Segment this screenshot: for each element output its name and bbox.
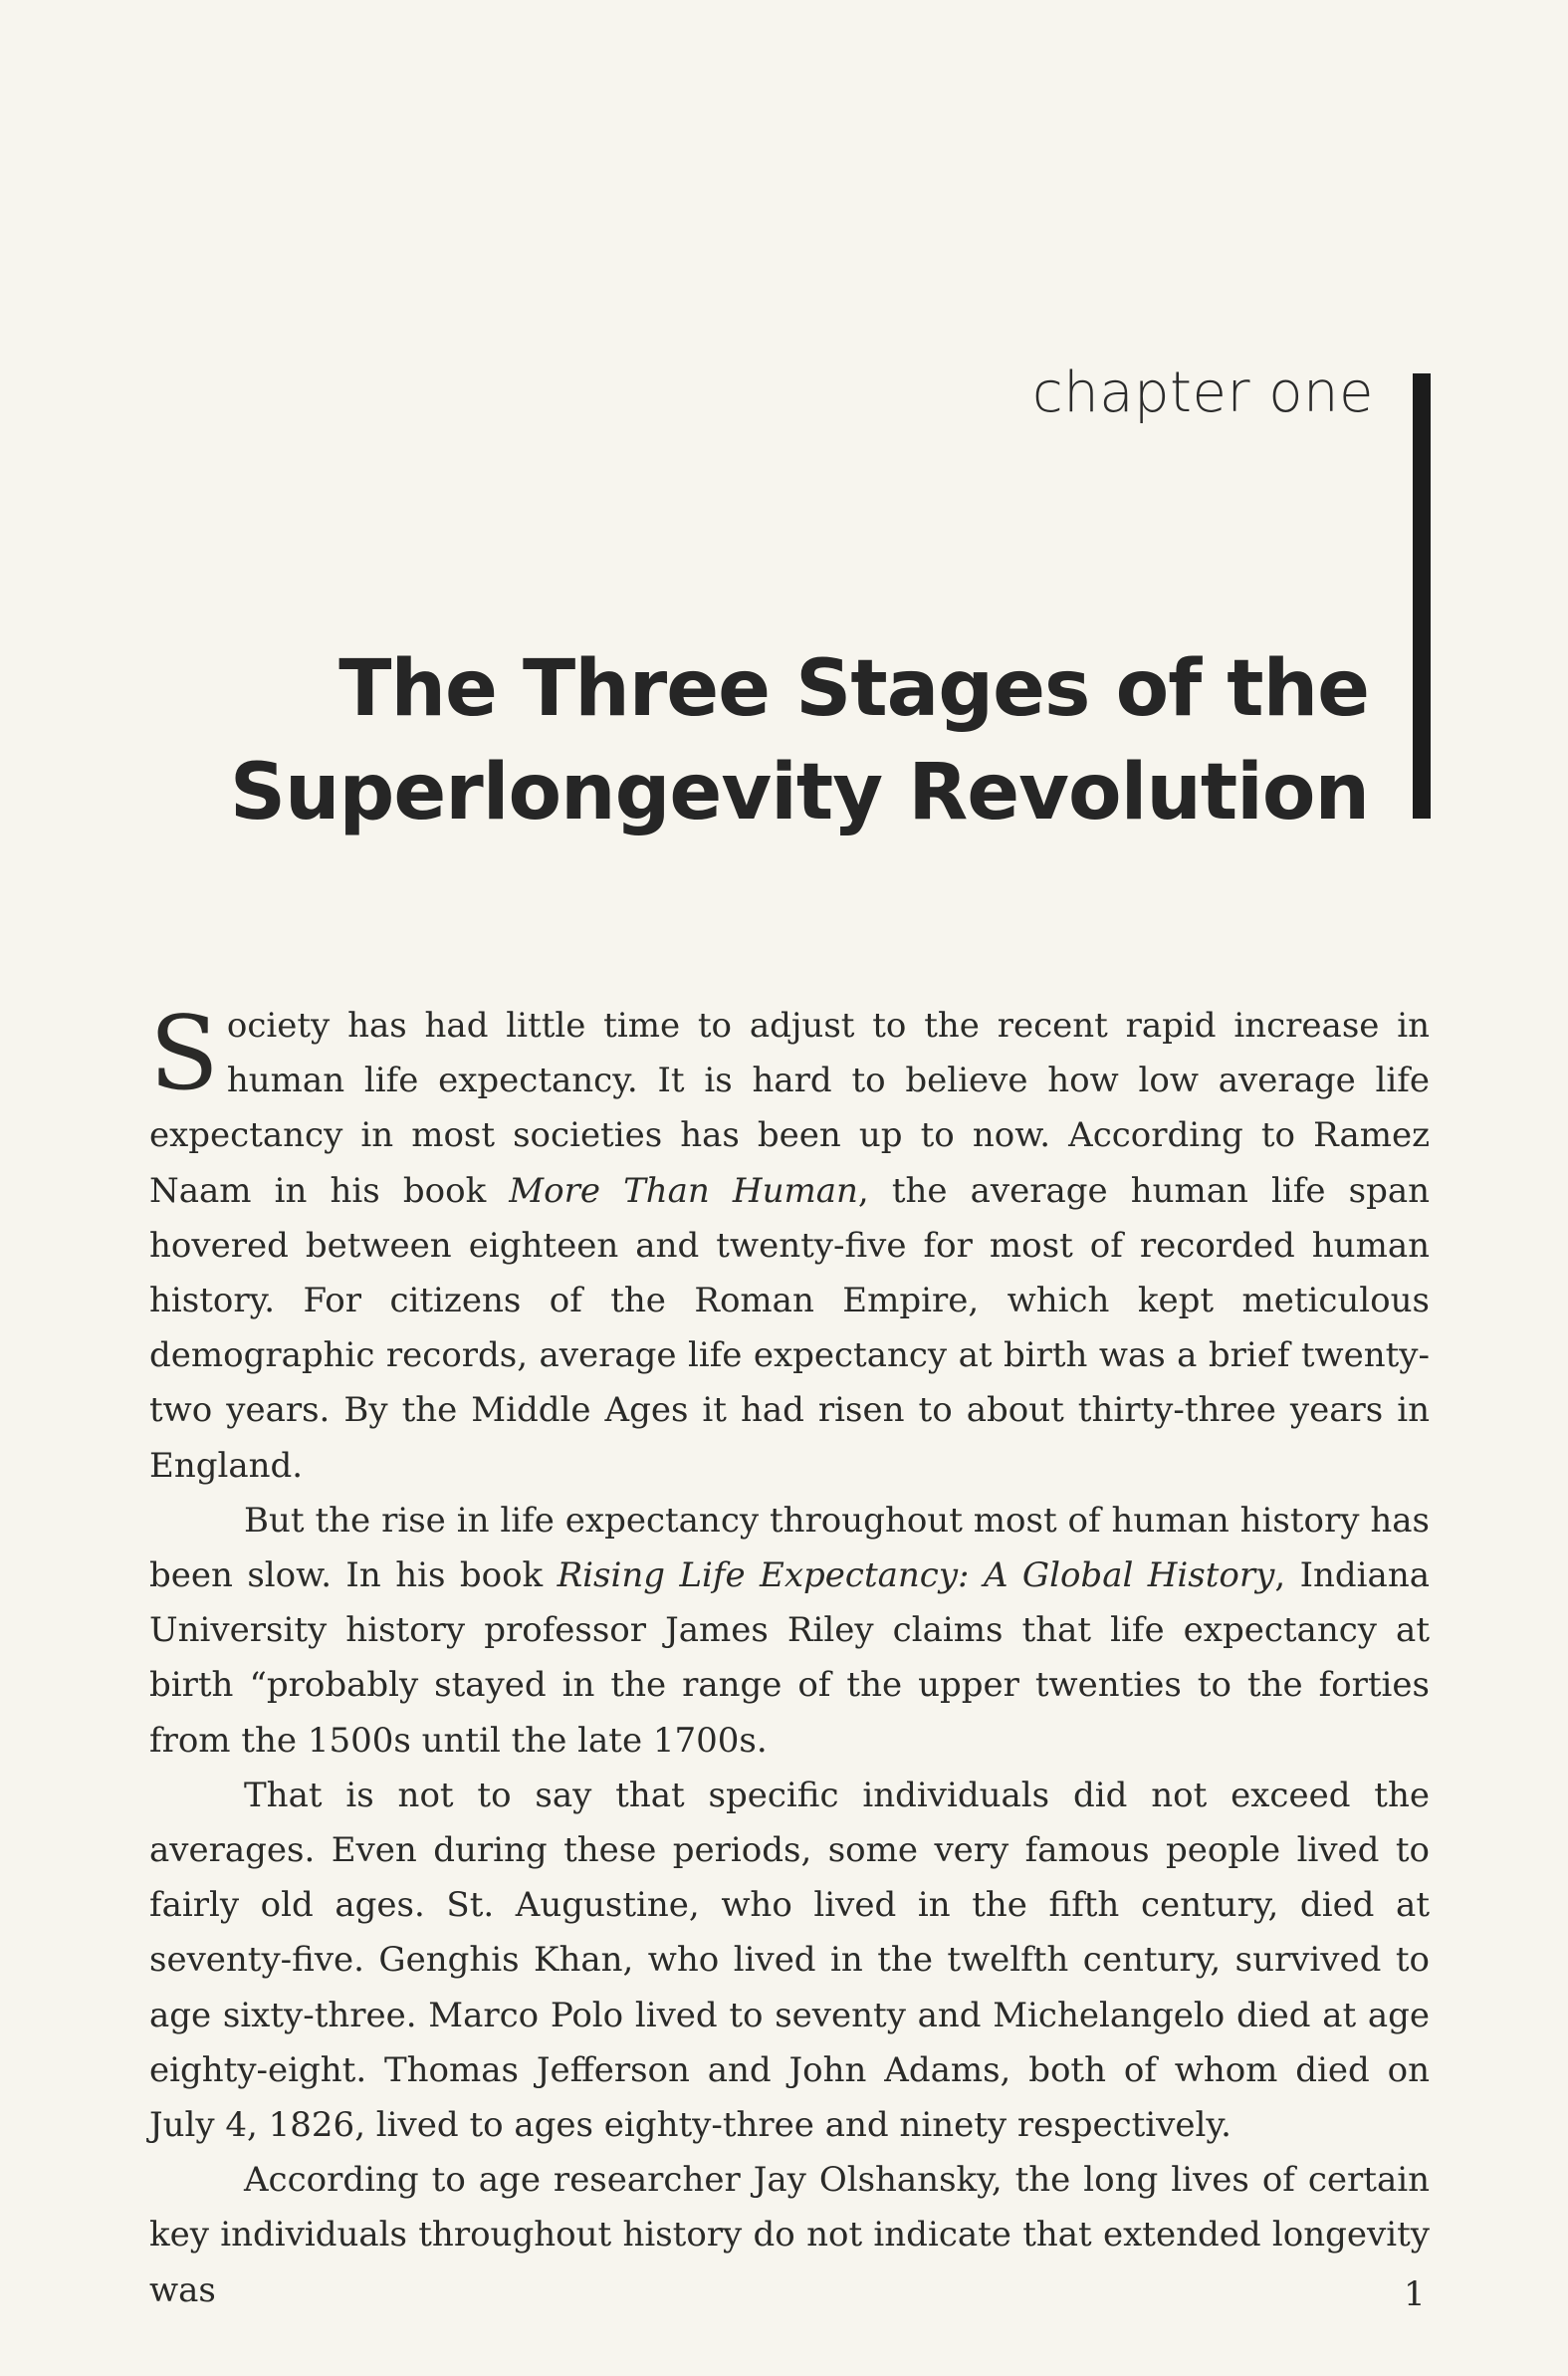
paragraph-3: That is not to say that specific individuals did not exceed the averages. Even during these periods, some very famous people lived to fairly old ages. St. Augustine, who lived in the fifth century, died at seventy-five. Genghis Khan, who lived in the twelfth century, survived to age sixty-three. Marco Polo lived to seventy and Michelangelo died at age eighty-eight. Thomas Jefferson and John Adams, both of whom died on July 4, 1826, lived to ages eighty-three and ninety respectively. xyxy=(149,1775,1430,2146)
chapter-label: chapter one xyxy=(1031,360,1374,425)
chapter-title-line-1: The Three Stages of the xyxy=(338,644,1369,735)
body-text xyxy=(149,995,1430,2318)
chapter-title xyxy=(174,637,1369,844)
paragraph-1-text-b: , the average human life span hovered between eighteen and twenty-five for most of recorded human history. For citizens of the Roman Empire, which kept meticulous demographic records, average life expectancy at birth was a brief twenty-two years. By the Middle Ages it had risen to about thirty-three years in England. xyxy=(149,1170,1430,1486)
paragraph-4: According to age researcher Jay Olshansky, the long lives of certain key individuals throughout history do not indicate that extended longevity was xyxy=(149,2160,1430,2310)
paragraph-1-text-a: ociety has had little time to adjust to the recent rapid increase in human life expectancy. It is hard to believe how low average life expectancy in most societies has been up to now. According to Ramez Naam in his book xyxy=(149,1006,1430,1211)
paragraph-2-text-b: , Indiana University history professor James Riley claims that life expectancy at birth “probably stayed in the range of the upper twenties to the forties from the 1500s until the late 1700s. xyxy=(149,1555,1430,1761)
book-title-more-than-human: More Than Human xyxy=(509,1170,858,1211)
paragraph-2 xyxy=(149,1494,1430,1769)
paragraph-1 xyxy=(149,995,1430,1494)
drop-cap: S xyxy=(149,995,219,1113)
chapter-title-line-2: Superlongevity Revolution xyxy=(229,748,1369,838)
book-title-rising-life-expectancy: Rising Life Expectancy: A Global History xyxy=(557,1555,1275,1596)
page-number: 1 xyxy=(1404,2274,1426,2314)
paragraph-2-text-a: But the rise in life expectancy throughout most of human history has been slow. In his book xyxy=(149,1500,1430,1596)
chapter-rule-bar xyxy=(1413,373,1431,819)
